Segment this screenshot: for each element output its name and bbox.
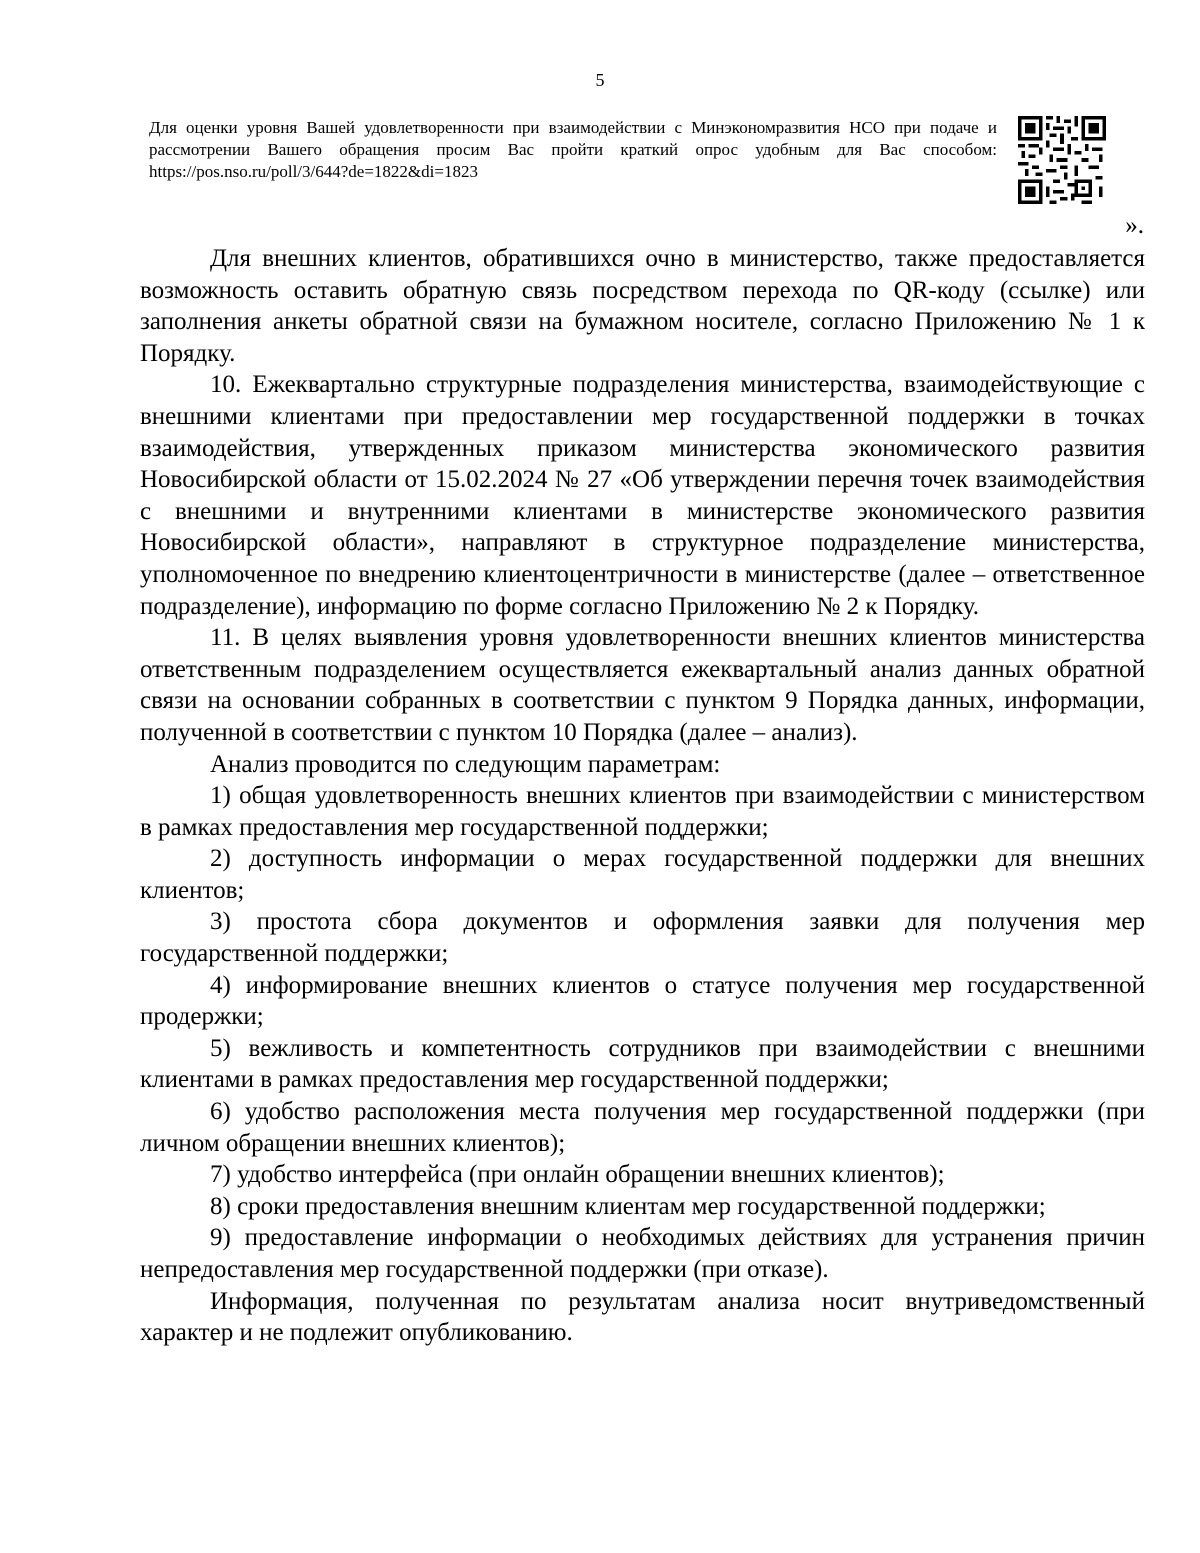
paragraph: Для внешних клиентов, обратившихся очно в министерство, также предоставляется возможность оставить обратную связь посредством перехода по QR-коду (ссылке) или заполнения анкеты обратной связи на бумажном носителе, согласно Приложению № 1 к Порядку. bbox=[140, 245, 1145, 367]
list-item: 9) предоставление информации о необходимых действиях для устранения причин непредоставления мер государственной поддержки (при отказе). bbox=[140, 1224, 1145, 1283]
list-item: 4) информирование внешних клиентов о статусе получения мер государственной продержки; bbox=[140, 971, 1145, 1031]
list-item: 3) простота сбора документов и оформления заявки для получения мер государственной поддержки; bbox=[140, 908, 1145, 968]
closing-quote: ». bbox=[1125, 212, 1144, 239]
paragraph: 10. Ежеквартально структурные подразделения министерства, взаимодействующие с внешними клиентами при предоставлении мер государственной поддержки в точках взаимодействия, утвержденных приказом министерства экономического развития Новосибирской области от 15.02.2024 № 27 «Об утверждении перечня точек взаимодействия с внешними и внутренними клиентами в министерстве экономического развития Новосибирской области», направляют в структурное подразделение министерства, уполномоченное по внедрению клиентоцентричности в министерстве (далее – ответственное подразделение), информацию по форме согласно Приложению № 2 к Порядку. bbox=[140, 371, 1145, 620]
qr-code-icon[interactable] bbox=[1018, 116, 1106, 204]
list-item: 8) сроки предоставления внешним клиентам мер государственной поддержки; bbox=[210, 1192, 1046, 1220]
list-item: 1) общая удовлетворенность внешних клиентов при взаимодействии с министерством в рамках предоставления мер государственной поддержки; bbox=[140, 782, 1145, 841]
paragraph: 11. В целях выявления уровня удовлетворенности внешних клиентов министерства ответственным подразделением осуществляется ежеквартальный анализ данных обратной связи на основании собранных в соответствии с пунктом 9 Порядка данных, информации, полученной в соответствии с пунктом 10 Порядка (далее – анализ). bbox=[140, 624, 1145, 746]
list-item: 7) удобство интерфейса (при онлайн обращении внешних клиентов); bbox=[210, 1161, 945, 1189]
survey-notice: Для оценки уровня Вашей удовлетворенности при взаимодействии с Минэкономразвития НСО при подаче и рассмотрении Вашего обращения просим Вас пройти краткий опрос удобным для Вас способом: https://pos.nso.ru/poll/3/644?de=1822&di=1823 bbox=[149, 118, 997, 181]
list-item: 6) удобство расположения места получения мер государственной поддержки (при личном обращении внешних клиентов); bbox=[140, 1098, 1145, 1157]
paragraph: Анализ проводится по следующим параметрам: bbox=[210, 750, 721, 778]
paragraph: Информация, полученная по результатам анализа носит внутриведомственный характер и не подлежит опубликованию. bbox=[140, 1287, 1145, 1347]
list-item: 5) вежливость и компетентность сотрудников при взаимодействии с внешними клиентами в рамках предоставления мер государственной поддержки; bbox=[140, 1034, 1145, 1094]
document-body bbox=[140, 243, 1145, 1349]
page-number: 5 bbox=[595, 70, 605, 90]
list-item: 2) доступность информации о мерах государственной поддержки для внешних клиентов; bbox=[140, 845, 1145, 904]
